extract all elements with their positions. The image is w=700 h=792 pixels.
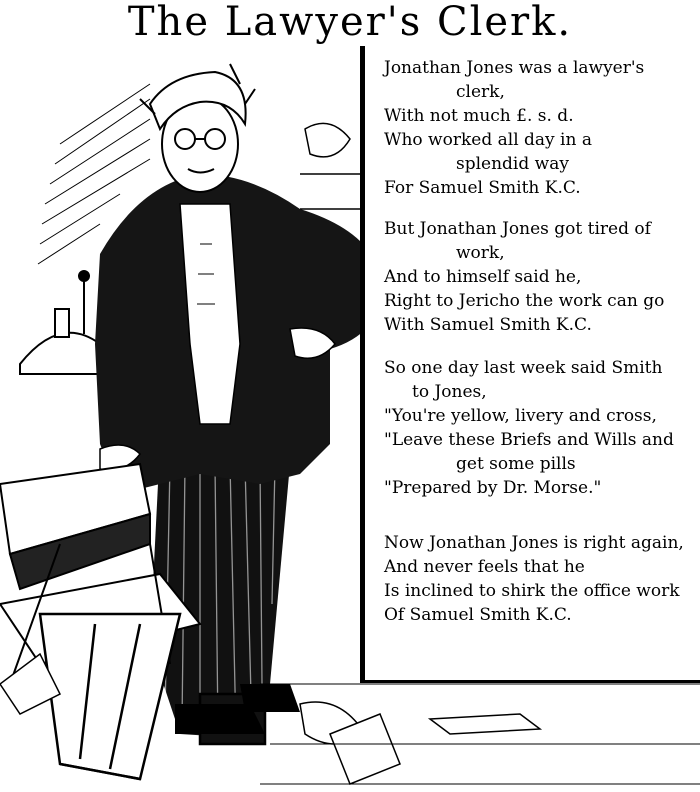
poem-line: to Jones, <box>412 382 487 402</box>
stanza-4 <box>384 531 696 627</box>
poem-line: get some pills <box>456 454 576 474</box>
poem-line: Who worked all day in a <box>384 130 592 150</box>
poem-line: With not much £. s. d. <box>384 106 574 126</box>
poem-line: For Samuel Smith K.C. <box>384 178 581 198</box>
poem-line: "Leave these Briefs and Wills and <box>384 430 674 450</box>
poem-line: Of Samuel Smith K.C. <box>384 605 572 625</box>
poem-line: Now Jonathan Jones is right again, <box>384 533 684 553</box>
poem-line: "You're yellow, livery and cross, <box>384 406 657 426</box>
poem-line: But Jonathan Jones got tired of <box>384 219 651 239</box>
poem-line: With Samuel Smith K.C. <box>384 315 592 335</box>
poem-line: splendid way <box>456 154 569 174</box>
poem-line: work, <box>456 243 505 263</box>
stanza-1 <box>384 56 696 200</box>
poem-line: Right to Jericho the work can go <box>384 291 665 311</box>
stanza-2 <box>384 217 696 337</box>
poem-line: And to himself said he, <box>384 267 582 287</box>
poem-line: Is inclined to shirk the office work <box>384 581 680 601</box>
stanza-3 <box>384 356 696 500</box>
poem-title: The Lawyer's Clerk. <box>127 0 573 45</box>
poem-line: So one day last week said Smith <box>384 358 663 378</box>
poem-line: And never feels that he <box>384 557 585 577</box>
poem-line: Jonathan Jones was a lawyer's <box>384 58 645 78</box>
poem-line: "Prepared by Dr. Morse." <box>384 478 602 498</box>
poem-line: clerk, <box>456 82 505 102</box>
